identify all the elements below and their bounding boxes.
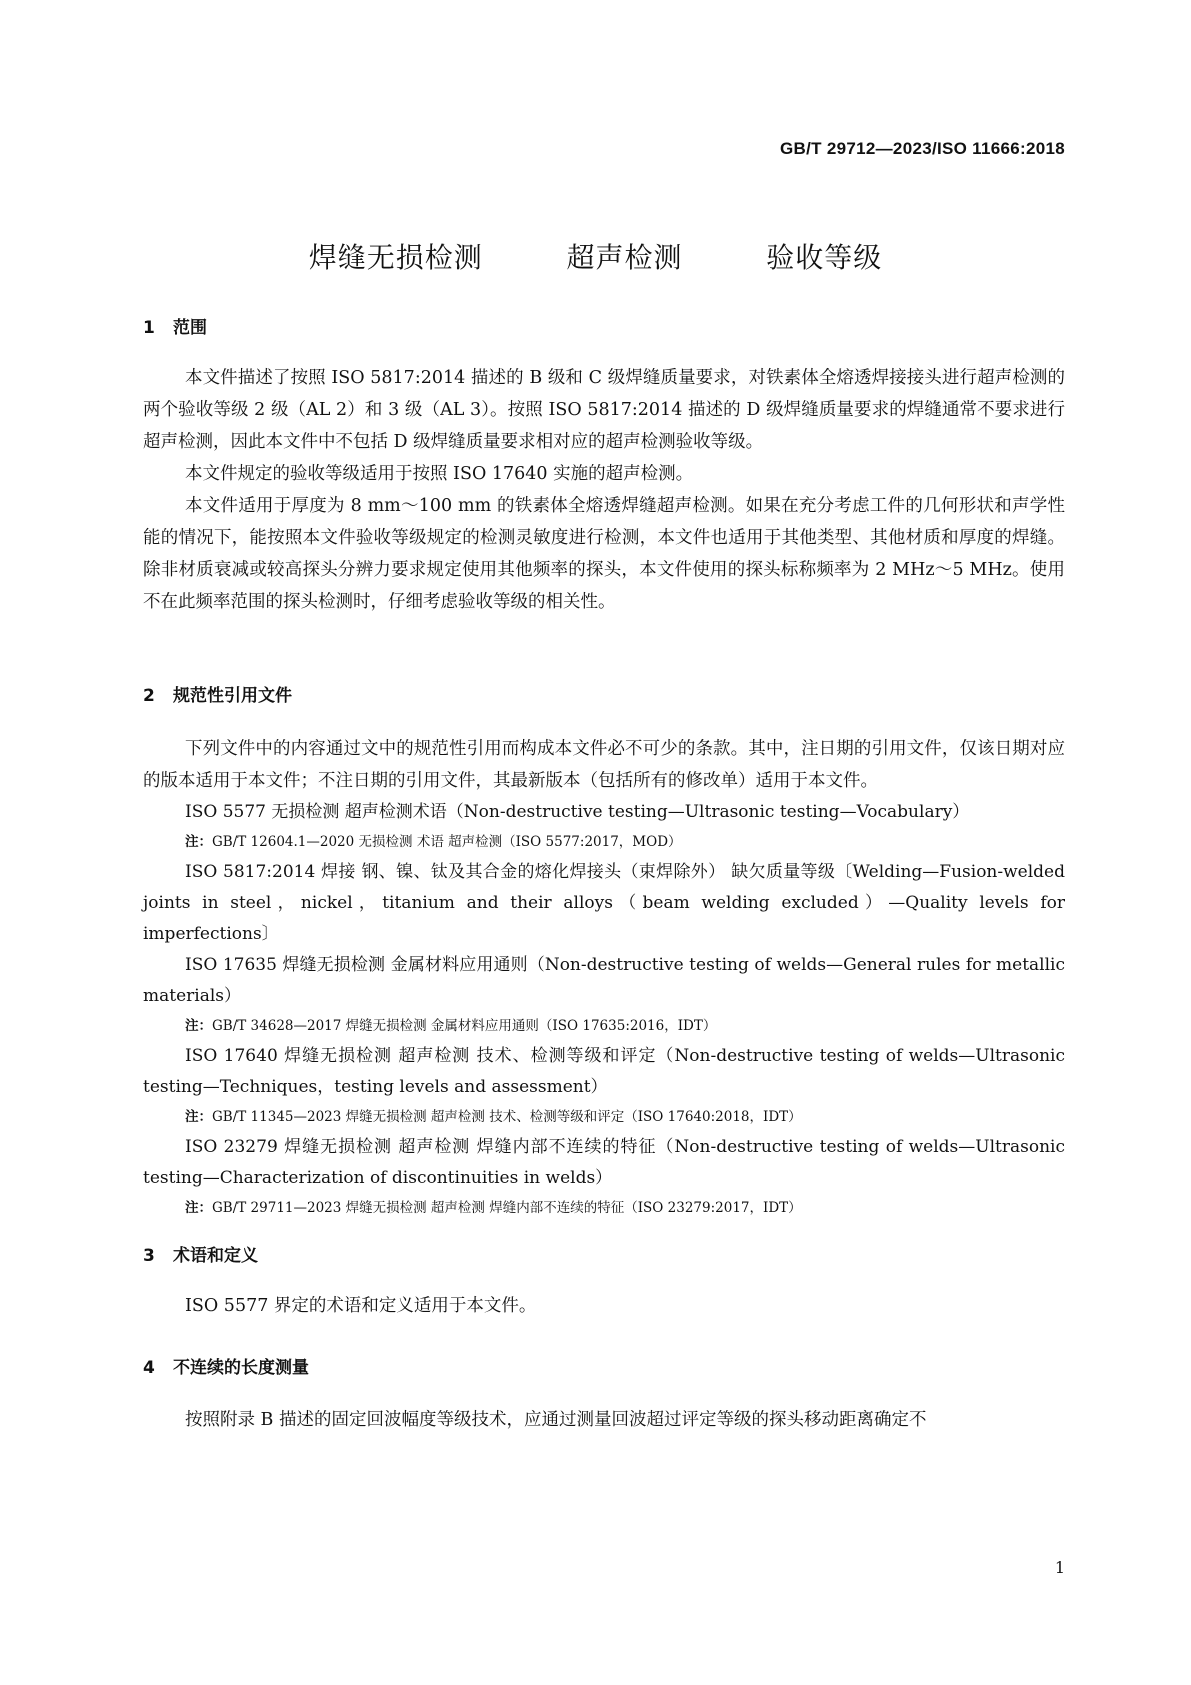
reference-entry: ISO 5817:2014 焊接 钢、镍、钛及其合金的熔化焊接头（束焊除外） 缺欠质量等级〔Welding—Fusion-welded joints in steel，nickel，titanium and their alloys（beam welding excluded）—Quality levels for imperfections〕	[143, 862, 1065, 944]
note-text: GB/T 12604.1—2020 无损检测 术语 超声检测（ISO 5577:2017，MOD）	[212, 834, 682, 850]
note-text: GB/T 29711—2023 焊缝无损检测 超声检测 焊缝内部不连续的特征（ISO 23279:2017，IDT）	[212, 1200, 802, 1216]
note-label: 注：	[185, 1200, 212, 1216]
section-length-measurement-body	[143, 1404, 1065, 1436]
section-scope-body	[143, 362, 1065, 618]
paragraph: 按照附录 B 描述的固定回波幅度等级技术，应通过测量回波超过评定等级的探头移动距离确定不	[185, 1410, 927, 1430]
reference-entry: ISO 23279 焊缝无损检测 超声检测 焊缝内部不连续的特征（Non-destructive testing of welds—Ultrasonic testing—Characterization of discontinuities in welds）	[143, 1137, 1065, 1188]
section-heading	[143, 681, 1065, 706]
page-number: 1	[1054, 1558, 1065, 1577]
section-number: 4	[143, 1358, 155, 1378]
section-heading	[143, 1353, 1065, 1378]
section-heading	[143, 313, 1065, 338]
section-length-measurement	[143, 1353, 1065, 1378]
note-label: 注：	[185, 834, 212, 850]
section-terms-definitions-body	[143, 1290, 1065, 1322]
section-number: 2	[143, 686, 155, 706]
reference-entry: ISO 17640 焊缝无损检测 超声检测 技术、检测等级和评定（Non-destructive testing of welds—Ultrasonic testing—Techniques，testing levels and assessment）	[143, 1046, 1065, 1097]
paragraph: 下列文件中的内容通过文中的规范性引用而构成本文件必不可少的条款。其中，注日期的引用文件，仅该日期对应的版本适用于本文件；不注日期的引用文件，其最新版本（包括所有的修改单）适用于本文件。	[143, 739, 1065, 791]
paragraph: 本文件描述了按照 ISO 5817:2014 描述的 B 级和 C 级焊缝质量要求，对铁素体全熔透焊接接头进行超声检测的两个验收等级 2 级（AL 2）和 3 级（AL 3）。按照 ISO 5817:2014 描述的 D 级焊缝质量要求的焊缝通常不要求进行超声检测，因此本文件中不包括 D 级焊缝质量要求相对应的超声检测验收等级。	[143, 368, 1065, 452]
section-terms-definitions	[143, 1241, 1065, 1266]
section-normative-references	[143, 681, 1065, 706]
section-scope	[143, 313, 1065, 338]
document-title: 焊缝无损检测 超声检测 验收等级	[308, 241, 883, 274]
section-title: 术语和定义	[173, 1246, 258, 1266]
reference-note	[143, 1194, 1065, 1223]
note-text: GB/T 34628—2017 焊缝无损检测 金属材料应用通则（ISO 17635:2016，IDT）	[212, 1018, 717, 1034]
note-label: 注：	[185, 1018, 212, 1034]
note-text: GB/T 11345—2023 焊缝无损检测 超声检测 技术、检测等级和评定（ISO 17640:2018，IDT）	[212, 1109, 802, 1125]
reference-note	[143, 1012, 1065, 1041]
note-label: 注：	[185, 1109, 212, 1125]
reference-note	[143, 1103, 1065, 1132]
section-title: 规范性引用文件	[173, 686, 292, 706]
section-number: 3	[143, 1246, 155, 1266]
reference-entry: ISO 17635 焊缝无损检测 金属材料应用通则（Non-destructive testing of welds—General rules for metallic materials）	[143, 955, 1065, 1006]
paragraph: 本文件适用于厚度为 8 mm～100 mm 的铁素体全熔透焊缝超声检测。如果在充分考虑工件的几何形状和声学性能的情况下，能按照本文件验收等级规定的检测灵敏度进行检测，本文件也适用于其他类型、其他材质和厚度的焊缝。除非材质衰减或较高探头分辨力要求规定使用其他频率的探头，本文件使用的探头标称频率为 2 MHz～5 MHz。使用不在此频率范围的探头检测时，仔细考虑验收等级的相关性。	[143, 496, 1065, 612]
section-heading	[143, 1241, 1065, 1266]
reference-entry: ISO 5577 无损检测 超声检测术语（Non-destructive testing—Ultrasonic testing—Vocabulary）	[185, 802, 970, 822]
reference-note	[143, 828, 1065, 857]
paragraph: 本文件规定的验收等级适用于按照 ISO 17640 实施的超声检测。	[185, 464, 694, 484]
section-normative-references-body	[143, 733, 1065, 1223]
paragraph: ISO 5577 界定的术语和定义适用于本文件。	[185, 1296, 537, 1316]
section-title: 不连续的长度测量	[173, 1358, 309, 1378]
section-number: 1	[143, 318, 155, 338]
standard-number: GB/T 29712—2023/ISO 11666:2018	[780, 139, 1065, 158]
section-title: 范围	[173, 318, 207, 338]
